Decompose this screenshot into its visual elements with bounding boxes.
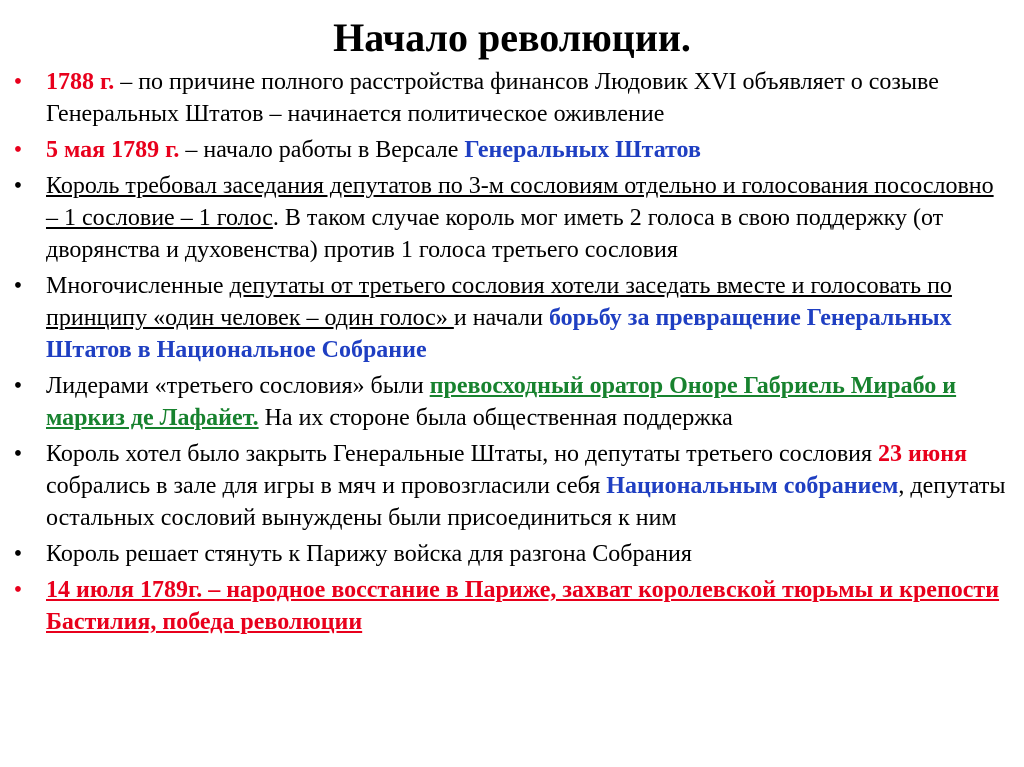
bullet-item-king-voting	[0, 170, 1024, 266]
bullet-marker: •	[13, 541, 23, 567]
bullet-marker: •	[13, 173, 23, 199]
item-text: Многочисленные	[46, 273, 230, 299]
bullet-item-1788-announcement	[0, 66, 1024, 130]
date-1788: 1788 г.	[46, 69, 115, 95]
bullet-item-may-1789	[0, 134, 1024, 166]
date-june-23: 23 июня	[878, 441, 968, 467]
bullet-marker: •	[13, 273, 23, 299]
estates-general-highlight: Генеральных Штатов	[464, 137, 701, 163]
bullet-marker: •	[13, 137, 23, 163]
bullet-item-troops	[0, 538, 1024, 570]
bastille-highlight: 14 июля 1789г. – народное восстание в Париже, захват королевской тюрьмы и крепости Бастилия, победа революции	[46, 577, 1000, 635]
bullet-item-third-estate	[0, 270, 1024, 366]
date-may-1789: 5 мая 1789 г.	[46, 137, 180, 163]
item-text: Король решает стянуть к Парижу войска для разгона Собрания	[46, 541, 692, 567]
item-text: . В таком случае король мог иметь 2 голоса в свою поддержку (от дворянства и духовенства) против 1 голоса третьего сословия	[46, 205, 944, 263]
underlined-text: депутаты от третьего сословия хотели заседать вместе и голосовать по принципу «один человек – один голос»	[46, 273, 952, 331]
underlined-text: Король требовал заседания депутатов по 3-м сословиям отдельно и голосования посословно – 1 сословие – 1 голос	[46, 173, 994, 231]
bullet-item-leaders	[0, 370, 1024, 434]
item-text: Лидерами «третьего сословия» были	[46, 373, 430, 399]
national-assembly-highlight: Национальным собранием	[606, 473, 899, 499]
bullet-marker: •	[13, 69, 23, 95]
item-text: Король хотел было закрыть Генеральные Штаты, но депутаты третьего сословия	[46, 441, 879, 467]
item-text: , депутаты остальных сословий вынуждены были присоединиться к ним	[46, 473, 1006, 531]
item-text: и начали	[453, 305, 549, 331]
slide-title: Начало революции.	[333, 15, 691, 60]
bullet-item-tennis-court	[0, 438, 1024, 534]
item-text: – по причине полного расстройства финансов Людовик XVI объявляет о созыве Генеральных Штатов – начинается политическое оживление	[46, 69, 939, 127]
bullet-marker: •	[13, 373, 23, 399]
item-text: собрались в зале для игры в мяч и провозгласили себя	[46, 473, 607, 499]
item-text: На их стороне была общественная поддержка	[258, 405, 733, 431]
bullet-marker: •	[13, 441, 23, 467]
leaders-highlight: превосходный оратор Оноре Габриель Мирабо и маркиз де Лафайет.	[46, 373, 957, 431]
bullet-item-bastille	[0, 574, 1024, 638]
bullet-marker: •	[13, 577, 23, 603]
national-assembly-struggle-highlight: борьбу за превращение Генеральных Штатов в Национальное Собрание	[46, 305, 952, 363]
bullet-list	[0, 66, 1024, 640]
item-text: – начало работы в Версале	[179, 137, 465, 163]
